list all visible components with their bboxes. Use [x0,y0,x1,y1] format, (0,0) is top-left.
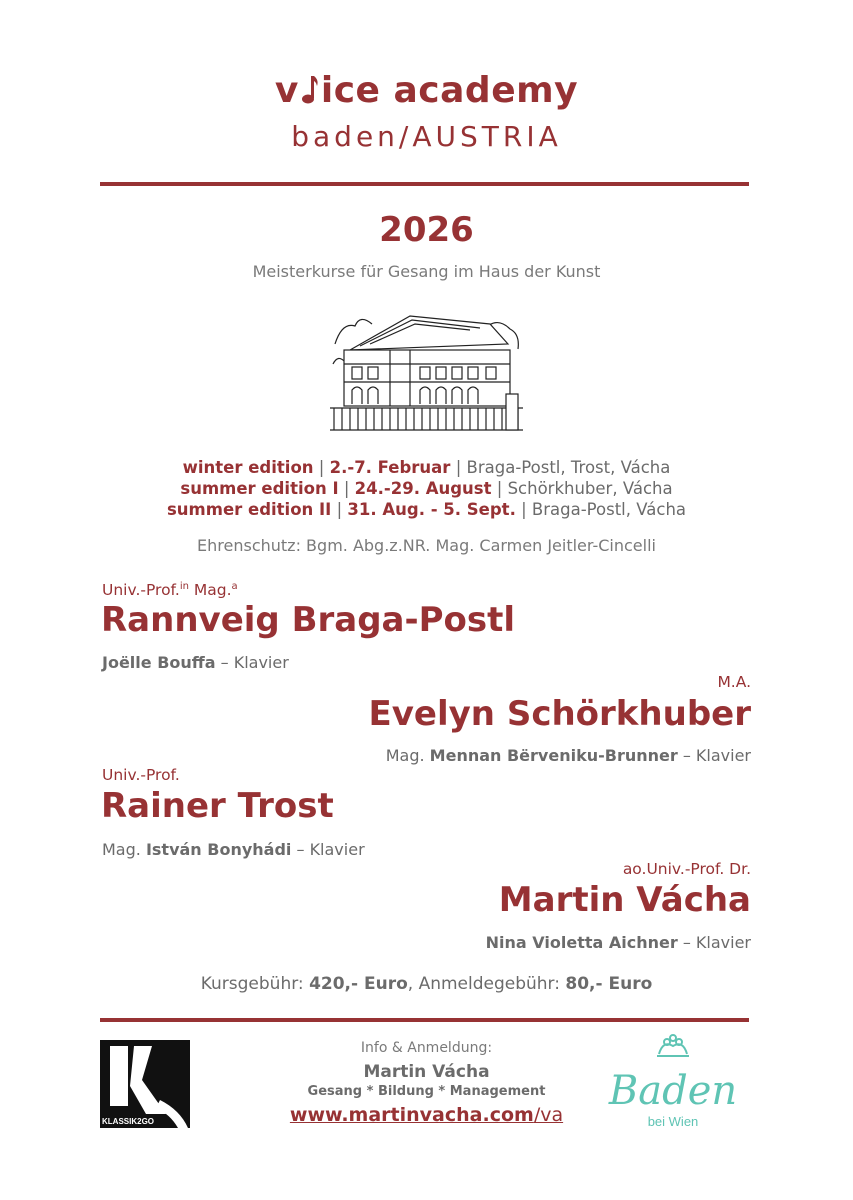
teacher-title [102,581,238,599]
title-part: Mag. [188,581,232,600]
teacher-name: Martin Vácha [498,880,751,920]
pianist-role: – Klavier [677,933,751,952]
edition-teachers: Braga-Postl, Trost, Vácha [466,458,671,477]
edition-winter [0,458,853,477]
website-link[interactable] [290,1104,563,1126]
teacher-name: Evelyn Schörkhuber [368,694,751,734]
logo-subtitle: baden/AUSTRIA [291,120,562,153]
music-note-icon [301,74,319,106]
academy-logo [0,70,853,111]
title-sup: in [179,581,189,592]
pianist-line [486,933,751,952]
title-sup: a [231,581,238,592]
info-label: Info & Anmeldung: [360,1040,493,1056]
pianist-name: Joëlle Bouffa [102,653,216,672]
logo-v: v [274,70,299,111]
pianist-name: Nina Violetta Aichner [485,933,678,952]
logo-text: ice academy [320,70,579,111]
edition-teachers: Schörkhuber, Vácha [507,479,673,498]
separator: | [491,479,508,498]
baden-bei-wien-logo [593,1032,753,1132]
contact-name: Martin Vácha [363,1062,490,1082]
pianist-name: Mennan Bërveniku-Brunner [429,746,678,765]
contact-tagline: Gesang * Bildung * Management [307,1084,546,1099]
edition-dates: 2.-7. Februar [329,458,451,477]
edition-summer-1 [0,479,853,498]
separator: | [515,500,532,519]
pianist-role: – Klavier [291,840,365,859]
teacher-name: Rainer Trost [101,786,334,826]
bottom-divider [100,1018,749,1022]
subtitle: Meisterkurse für Gesang im Haus der Kunst [252,262,601,281]
pianist-role: – Klavier [677,746,751,765]
teacher-title: ao.Univ.-Prof. Dr. [622,860,751,878]
edition-name: winter edition [182,458,314,477]
edition-name: summer edition II [166,500,332,519]
edition-dates: 24.-29. August [354,479,492,498]
building-sketch-image [330,304,523,434]
teacher-title: M.A. [717,673,751,691]
patronage-note: Ehrenschutz: Bgm. Abg.z.NR. Mag. Carmen Jeitler-Cincelli [197,536,656,555]
separator: | [450,458,467,477]
pianist-name: István Bonyhádi [145,840,292,859]
fee-label: , Anmeldegebühr: [407,974,566,994]
top-divider [100,182,749,186]
pianist-role: – Klavier [215,653,289,672]
separator: | [331,500,348,519]
teacher-title: Univ.-Prof. [102,766,180,784]
fee-label: Kursgebühr: [200,974,310,994]
title-part: Univ.-Prof. [102,581,180,600]
year-heading: 2026 [379,210,474,250]
baden-logo-text: Baden [608,1068,738,1114]
separator: | [313,458,330,477]
fee-value: 420,- Euro [309,974,408,994]
baden-logo-sub: bei Wien [647,1114,699,1129]
url-domain: www.martinvacha.com [289,1104,534,1126]
edition-summer-2 [0,500,853,519]
pianist-line [102,653,289,672]
url-path: /va [533,1104,564,1126]
fee-value: 80,- Euro [565,974,653,994]
teacher-name: Rannveig Braga-Postl [101,600,516,640]
edition-teachers: Braga-Postl, Vácha [531,500,687,519]
edition-dates: 31. Aug. - 5. Sept. [347,500,516,519]
pianist-prefix: Mag. [385,746,430,765]
fee-line [0,974,853,994]
pianist-line [102,840,365,859]
klassik-logo-text: KLASSIK2GO [102,1117,155,1126]
edition-name: summer edition I [180,479,339,498]
separator: | [338,479,355,498]
pianist-prefix: Mag. [102,840,146,859]
pianist-line [386,746,751,765]
